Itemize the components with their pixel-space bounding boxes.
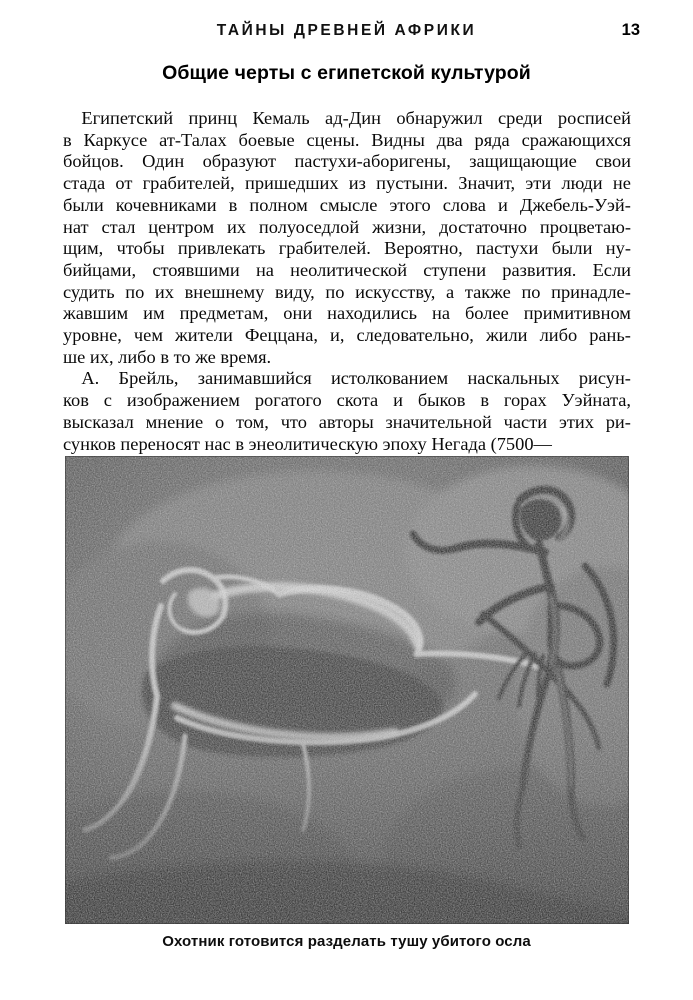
section-heading: Общие черты с египетской культурой xyxy=(162,62,531,84)
text-word: полуоседлой xyxy=(258,216,360,237)
text-word: искусству, xyxy=(355,281,436,302)
text-word: предметам, xyxy=(179,303,269,324)
text-word: на xyxy=(255,259,274,280)
text-word: были xyxy=(63,194,104,215)
text-word: в xyxy=(480,390,489,411)
text-line xyxy=(63,130,631,152)
text-word: люди xyxy=(561,173,603,194)
text-word: части xyxy=(503,411,548,432)
text-word: Джебель-Уэй- xyxy=(519,194,631,215)
text-word: находились xyxy=(327,303,418,324)
text-word: этих xyxy=(558,411,594,432)
text-word: Вероятно, xyxy=(384,238,463,259)
text-word: сражающихся xyxy=(521,129,631,150)
text-line xyxy=(63,434,631,456)
text-line xyxy=(63,108,631,130)
text-line xyxy=(63,173,631,195)
text-word: в xyxy=(228,194,238,215)
text-word: а xyxy=(446,281,455,302)
text-word: рогатого xyxy=(254,390,322,411)
text-line xyxy=(63,325,631,347)
text-word: на xyxy=(431,303,450,324)
text-word: судить xyxy=(63,281,115,302)
text-word: рисун- xyxy=(578,368,631,389)
text-word: пастухи xyxy=(476,238,539,259)
text-word: грабителей. xyxy=(278,238,371,259)
text-word: неолитической xyxy=(290,259,408,280)
text-word: быков xyxy=(417,390,466,411)
running-head-title: ТАЙНЫ ДРЕВНЕЙ АФРИКИ xyxy=(216,22,477,39)
text-word: чем xyxy=(133,325,163,346)
text-word: также xyxy=(464,281,511,302)
text-word: ну- xyxy=(605,238,631,259)
text-word: истолкованием xyxy=(330,368,449,389)
text-word: центром xyxy=(148,216,215,237)
text-word: бийцами, xyxy=(63,259,137,280)
page-number: 13 xyxy=(621,21,640,39)
text-word: авторы xyxy=(318,411,374,432)
text-word: ступени xyxy=(423,259,487,280)
figure-caption: Охотник готовится разделать тушу убитого осла xyxy=(162,933,531,950)
text-word: свои xyxy=(595,151,631,172)
text-word: развития. xyxy=(502,259,577,280)
text-word: А. xyxy=(63,368,100,389)
text-word: ад-Дин xyxy=(325,108,381,128)
text-word: Один xyxy=(142,151,185,172)
text-word: им xyxy=(143,303,165,324)
text-word: чтобы xyxy=(116,238,165,259)
text-word: грабителей, xyxy=(142,173,235,194)
text-line xyxy=(63,151,631,173)
text-word: эти xyxy=(525,173,552,194)
text-word: ряда xyxy=(474,129,510,150)
text-word: два xyxy=(436,129,463,150)
text-word: стал xyxy=(101,216,136,237)
text-word: пришедших xyxy=(245,173,339,194)
text-word: Видны xyxy=(371,129,425,150)
text-word: из xyxy=(348,173,366,194)
rock-art-photograph xyxy=(65,456,629,924)
text-word: боевые xyxy=(238,129,295,150)
text-word: Египетский xyxy=(63,108,174,128)
text-word: рань- xyxy=(589,325,631,346)
text-word: полном xyxy=(249,194,308,215)
text-word: были xyxy=(551,238,593,259)
text-word: сцены. xyxy=(306,129,360,150)
text-word: щим, xyxy=(63,238,104,259)
text-word: с xyxy=(103,390,112,411)
running-head xyxy=(0,22,693,48)
text-word: привлекать xyxy=(177,238,266,259)
text-word: росписей xyxy=(557,108,631,128)
text-word: по xyxy=(125,281,145,302)
text-word: слова xyxy=(442,194,486,215)
text-word: не xyxy=(612,173,631,194)
text-word: ше их, либо в то же время. xyxy=(63,346,272,367)
text-word: бойцов. xyxy=(63,151,124,172)
text-line xyxy=(63,238,631,260)
text-line xyxy=(63,347,631,369)
text-word: принадле- xyxy=(551,281,631,302)
text-word: Если xyxy=(592,259,631,280)
text-word: занимавшийся xyxy=(197,368,312,389)
text-word: ков xyxy=(63,390,89,411)
text-word: том, xyxy=(235,411,269,432)
text-word: внешнему xyxy=(184,281,265,302)
text-line xyxy=(63,260,631,282)
text-word: и xyxy=(497,194,508,215)
text-word: значительной xyxy=(385,411,492,432)
text-word: виду, xyxy=(274,281,315,302)
text-word: жители xyxy=(175,325,233,346)
text-word: Феццана, xyxy=(244,325,318,346)
text-word: в xyxy=(63,129,72,150)
text-word: Уэйната, xyxy=(561,390,631,411)
text-word: жили xyxy=(485,325,528,346)
text-word: примитивном xyxy=(523,303,631,324)
text-word: о xyxy=(214,411,225,432)
text-word: жавшим xyxy=(63,303,129,324)
text-word: ат-Талах xyxy=(159,129,227,150)
text-word: стоявшими xyxy=(152,259,240,280)
text-word: мнение xyxy=(145,411,204,432)
text-line xyxy=(63,282,631,304)
text-word: среди xyxy=(497,108,543,128)
text-word: принц xyxy=(188,108,238,128)
text-word: обнаружил xyxy=(396,108,483,128)
text-word: кочевниками xyxy=(115,194,217,215)
text-word: Брейль, xyxy=(118,368,179,389)
text-word: процветаю- xyxy=(539,216,631,237)
text-word: достаточно xyxy=(439,216,527,237)
text-word: от xyxy=(115,173,133,194)
text-line xyxy=(63,368,631,390)
text-word: наскальных xyxy=(467,368,560,389)
text-word: защищающие xyxy=(469,151,577,172)
text-word: изображением xyxy=(126,390,240,411)
body-text xyxy=(63,108,631,455)
text-word: следовательно, xyxy=(356,325,474,346)
text-word: по xyxy=(521,281,541,302)
text-line xyxy=(63,303,631,325)
text-word: либо xyxy=(539,325,578,346)
text-word: жизни, xyxy=(372,216,427,237)
text-line xyxy=(63,195,631,217)
text-word: сунков переносят нас в энеолитическую эпоху Негада (7500— xyxy=(63,433,552,454)
text-word: они xyxy=(283,303,313,324)
text-word: скота xyxy=(336,390,379,411)
text-word: и xyxy=(393,390,403,411)
text-word: стада xyxy=(63,173,106,194)
text-word: горах xyxy=(503,390,547,411)
text-word: уровне, xyxy=(63,325,122,346)
rock-art-photo-svg xyxy=(65,456,629,924)
text-line xyxy=(63,412,631,434)
text-word: Значит, xyxy=(458,173,516,194)
text-word: смысле xyxy=(319,194,378,215)
text-word: более xyxy=(464,303,509,324)
text-word: Кемаль xyxy=(252,108,310,128)
text-word: образуют xyxy=(202,151,277,172)
text-word: ри- xyxy=(605,411,631,432)
text-word: и, xyxy=(330,325,345,346)
text-line xyxy=(63,217,631,239)
text-word: высказал xyxy=(63,411,134,432)
text-word: нат xyxy=(63,216,89,237)
text-word: их xyxy=(226,216,247,237)
text-word: их xyxy=(154,281,174,302)
text-word: пустыни. xyxy=(376,173,449,194)
text-line xyxy=(63,390,631,412)
text-word: по xyxy=(325,281,345,302)
text-word: что xyxy=(280,411,307,432)
text-word: пастухи-аборигены, xyxy=(294,151,451,172)
text-word: Каркусе xyxy=(83,129,148,150)
text-word: этого xyxy=(389,194,431,215)
